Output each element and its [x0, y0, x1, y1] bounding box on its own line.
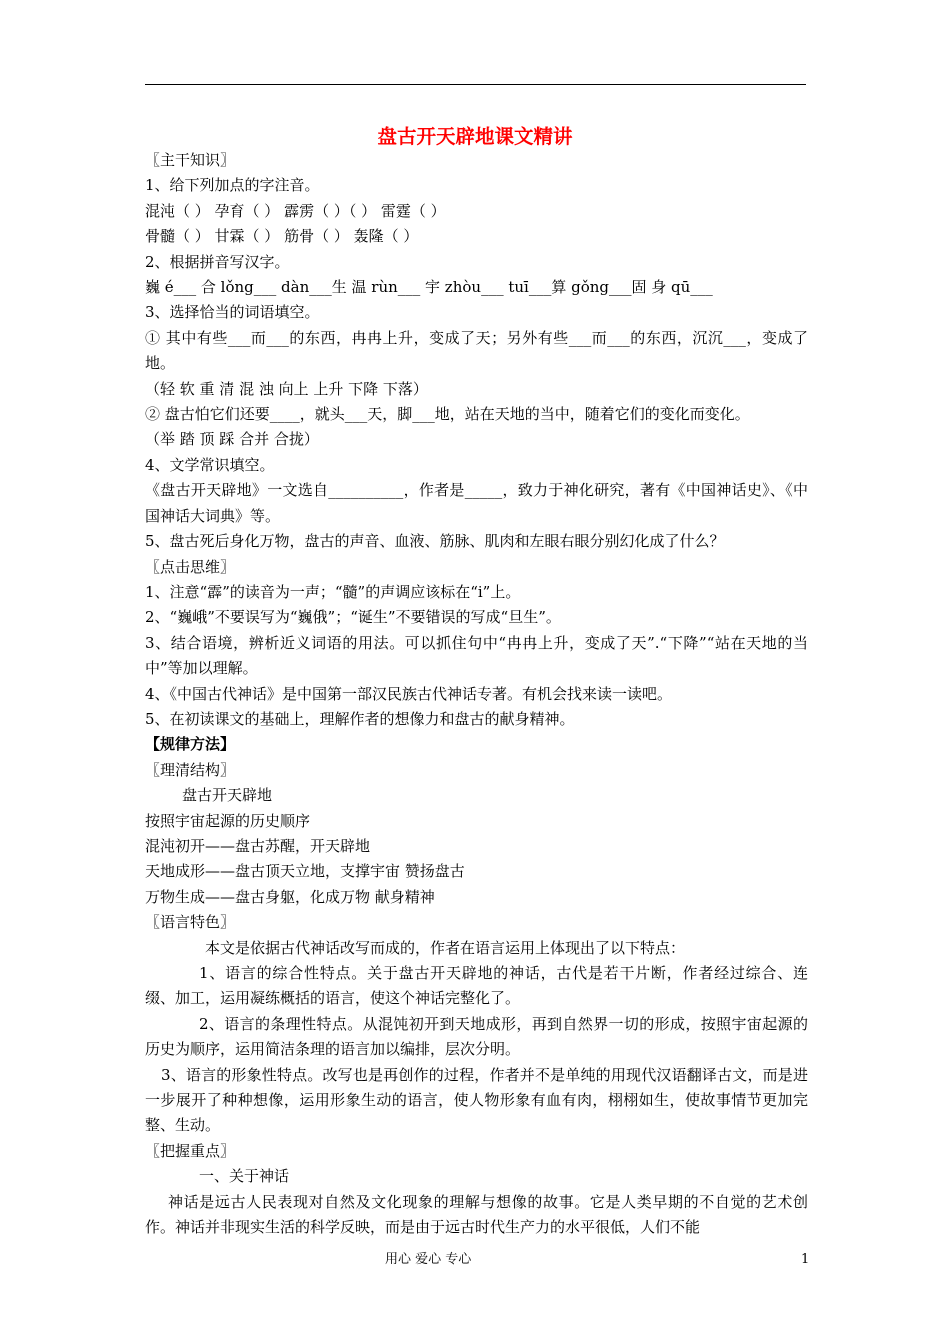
document-body [145, 148, 808, 1240]
text-line: 2、根据拼音写汉字。 [145, 252, 290, 271]
subsection-heading: 一、关于神话 [199, 1167, 290, 1186]
text-paragraph: 3、语言的形象性特点。改写也是再创作的过程，作者并不是单纯的用现代汉语翻译古文，而是进一步展开了种种想像，运用形象生动的语言，使人物形象有血有肉，栩栩如生，使故事情节更加完整、生动。 [145, 1065, 808, 1135]
structure-title: 盘古开天辟地 [182, 786, 273, 805]
text-paragraph: 1、语言的综合性特点。关于盘古开天辟地的神话，古代是若干片断，作者经过综合、连缀、加工，运用凝练概括的语言，使这个神话完整化了。 [145, 964, 808, 1008]
text-paragraph: 《盘古开天辟地》一文选自__________，作者是_____，致力于神化研究，著有《中国神话史》、《中国神话大词典》等。 [145, 481, 808, 525]
text-line: 4、文学常识填空。 [145, 455, 275, 474]
text-paragraph: 神话是远古人民表现对自然及文化现象的理解与想像的故事。它是人类早期的不自觉的艺术创作。神话并非现实生活的科学反映，而是由于远古时代生产力的水平很低，人们不能 [145, 1192, 808, 1237]
text-line: 3、选择恰当的词语填空。 [145, 303, 320, 322]
text-paragraph: ① 其中有些___而___的东西，冉冉上升，变成了天；另外有些___而___的东西，沉沉___，变成了地。 [145, 328, 808, 373]
section-heading: 〖点击思维〗 [145, 557, 236, 576]
text-line: 按照宇宙起源的历史顺序 [145, 811, 311, 830]
section-heading: 〖语言特色〗 [145, 913, 236, 932]
header-rule [145, 84, 806, 85]
text-line: 天地成形——盘古顶天立地，支撑宇宙 赞扬盘古 [145, 862, 465, 881]
text-line: ② 盘古怕它们还要____，就头___天，脚___地，站在天地的当中，随着它们的变化而变化。 [145, 405, 750, 424]
text-line: 巍 é___ 合 lǒng___ dàn___生 温 rùn___ 宇 zhòu___ tuī___算 gǒng___固 身 qū___ [145, 278, 713, 297]
text-line: （举 踏 顶 踩 合并 合拢） [145, 430, 319, 449]
section-heading: 〖把握重点〗 [145, 1141, 236, 1160]
section-heading: 〖理清结构〗 [145, 760, 236, 779]
text-line: 骨髓（ ） 甘霖（ ） 筋骨（ ） 轰隆（ ） [145, 227, 419, 246]
text-line: 本文是依据古代神话改写而成的，作者在语言运用上体现出了以下特点： [205, 938, 686, 957]
text-line: 万物生成——盘古身躯，化成万物 献身精神 [145, 887, 435, 906]
text-line: 混沌初开——盘古苏醒，开天辟地 [145, 836, 371, 855]
section-heading: 〖主干知识〗 [145, 151, 236, 169]
text-paragraph: 3、结合语境，辨析近义词语的用法。可以抓住句中“冉冉上升，变成了天”.“下降”“站在天地的当中”等加以理解。 [145, 633, 808, 678]
text-line: 5、在初读课文的基础上，理解作者的想像力和盘古的献身精神。 [145, 709, 575, 728]
page-footer [0, 1250, 950, 1270]
text-line: 2、“巍峨”不要误写为“巍俄”；“诞生”不要错误的写成“旦生”。 [145, 608, 561, 627]
text-line: 4、《中国古代神话》是中国第一部汉民族古代神话专著。有机会找来读一读吧。 [145, 684, 673, 703]
text-line: 5、盘古死后身化万物，盘古的声音、血液、筋脉、肌肉和左眼右眼分别幻化成了什么？ [145, 532, 725, 551]
text-line: （轻 软 重 清 混 浊 向上 上升 下降 下落） [145, 379, 428, 398]
text-paragraph: 2、语言的条理性特点。从混饨初开到天地成形，再到自然界一切的形成，按照宇宙起源的历史为顺序，运用简洁条理的语言加以编排，层次分明。 [145, 1014, 808, 1059]
page-number: 1 [801, 1252, 810, 1267]
section-heading: 【规律方法】 [145, 735, 236, 754]
document-title: 盘古开天辟地课文精讲 [377, 125, 573, 148]
text-line: 混沌（ ） 孕育（ ） 霹雳（ ）（ ） 雷霆（ ） [145, 201, 446, 220]
text-line: 1、注意“霹”的读音为一声；“髓”的声调应该标在“i”上。 [145, 582, 521, 601]
text-line: 1、给下列加点的字注音。 [145, 176, 320, 195]
footer-motto: 用心 爱心 专心 [385, 1252, 472, 1267]
